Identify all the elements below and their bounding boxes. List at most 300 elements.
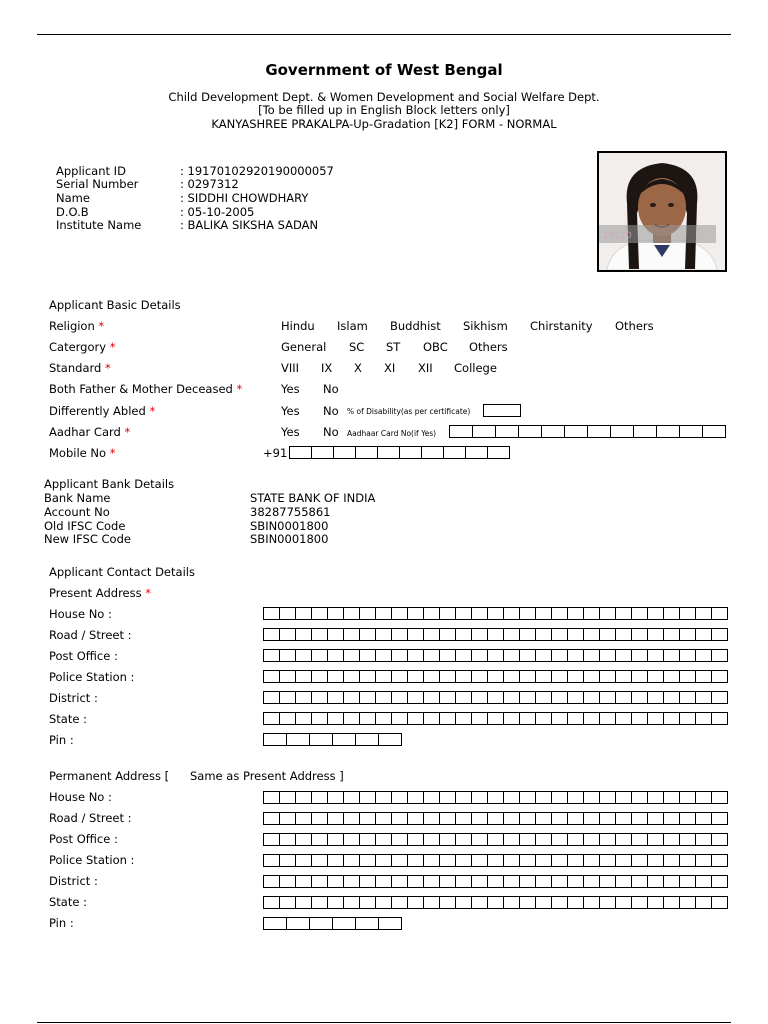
char-box[interactable] [634, 425, 657, 438]
char-box[interactable] [328, 628, 344, 641]
present-post-office-field[interactable] [263, 649, 728, 662]
char-box[interactable] [712, 649, 728, 662]
char-box[interactable] [712, 896, 728, 909]
char-box[interactable] [344, 607, 360, 620]
char-box[interactable] [488, 896, 504, 909]
char-box[interactable] [536, 896, 552, 909]
aadhar-option-no[interactable]: No [323, 425, 339, 439]
char-box[interactable] [648, 896, 664, 909]
char-box[interactable] [472, 649, 488, 662]
char-box[interactable] [472, 691, 488, 704]
char-box[interactable] [296, 670, 312, 683]
char-box[interactable] [488, 875, 504, 888]
char-box[interactable] [424, 691, 440, 704]
char-box[interactable] [379, 917, 402, 930]
char-box[interactable] [408, 691, 424, 704]
abled-option-yes[interactable]: Yes [281, 404, 300, 418]
char-box[interactable] [584, 649, 600, 662]
char-box[interactable] [696, 628, 712, 641]
char-box[interactable] [520, 670, 536, 683]
char-box[interactable] [360, 896, 376, 909]
char-box[interactable] [312, 812, 328, 825]
char-box[interactable] [466, 446, 488, 459]
char-box[interactable] [584, 875, 600, 888]
char-box[interactable] [312, 854, 328, 867]
char-box[interactable] [408, 812, 424, 825]
char-box[interactable] [542, 425, 565, 438]
char-box[interactable] [664, 670, 680, 683]
char-box[interactable] [344, 896, 360, 909]
char-box[interactable] [600, 875, 616, 888]
char-box[interactable] [280, 670, 296, 683]
char-box[interactable] [632, 670, 648, 683]
char-box[interactable] [312, 446, 334, 459]
religion-option-others[interactable]: Others [615, 319, 654, 333]
char-box[interactable] [648, 670, 664, 683]
char-box[interactable] [632, 691, 648, 704]
char-box[interactable] [408, 712, 424, 725]
char-box[interactable] [424, 896, 440, 909]
char-box[interactable] [680, 791, 696, 804]
char-box[interactable] [632, 812, 648, 825]
char-box[interactable] [264, 812, 280, 825]
char-box[interactable] [600, 712, 616, 725]
char-box[interactable] [440, 896, 456, 909]
char-box[interactable] [264, 733, 287, 746]
char-box[interactable] [356, 733, 379, 746]
char-box[interactable] [264, 791, 280, 804]
char-box[interactable] [472, 875, 488, 888]
char-box[interactable] [344, 833, 360, 846]
char-box[interactable] [312, 691, 328, 704]
char-box[interactable] [472, 854, 488, 867]
char-box[interactable] [456, 791, 472, 804]
char-box[interactable] [472, 712, 488, 725]
char-box[interactable] [472, 812, 488, 825]
char-box[interactable] [632, 875, 648, 888]
char-box[interactable] [296, 607, 312, 620]
char-box[interactable] [568, 854, 584, 867]
char-box[interactable] [648, 854, 664, 867]
char-box[interactable] [696, 712, 712, 725]
char-box[interactable] [504, 649, 520, 662]
char-box[interactable] [424, 628, 440, 641]
char-box[interactable] [312, 649, 328, 662]
standard-option-ix[interactable]: IX [321, 361, 333, 375]
char-box[interactable] [472, 670, 488, 683]
char-box[interactable] [696, 875, 712, 888]
char-box[interactable] [264, 628, 280, 641]
char-box[interactable] [328, 670, 344, 683]
permanent-district-field[interactable] [263, 875, 728, 888]
char-box[interactable] [520, 812, 536, 825]
char-box[interactable] [712, 833, 728, 846]
char-box[interactable] [392, 791, 408, 804]
char-box[interactable] [520, 691, 536, 704]
char-box[interactable] [552, 896, 568, 909]
char-box[interactable] [680, 607, 696, 620]
char-box[interactable] [472, 791, 488, 804]
char-box[interactable] [632, 896, 648, 909]
char-box[interactable] [424, 649, 440, 662]
char-box[interactable] [312, 833, 328, 846]
char-box[interactable] [584, 712, 600, 725]
char-box[interactable] [264, 833, 280, 846]
char-box[interactable] [280, 812, 296, 825]
char-box[interactable] [552, 670, 568, 683]
char-box[interactable] [376, 854, 392, 867]
char-box[interactable] [648, 875, 664, 888]
char-box[interactable] [456, 833, 472, 846]
char-box[interactable] [424, 670, 440, 683]
char-box[interactable] [696, 896, 712, 909]
char-box[interactable] [552, 691, 568, 704]
char-box[interactable] [360, 649, 376, 662]
char-box[interactable] [334, 446, 356, 459]
char-box[interactable] [600, 670, 616, 683]
char-box[interactable] [600, 812, 616, 825]
char-box[interactable] [392, 812, 408, 825]
char-box[interactable] [344, 875, 360, 888]
char-box[interactable] [392, 628, 408, 641]
char-box[interactable] [648, 607, 664, 620]
char-box[interactable] [600, 854, 616, 867]
char-box[interactable] [664, 791, 680, 804]
char-box[interactable] [488, 812, 504, 825]
char-box[interactable] [664, 628, 680, 641]
standard-option-x[interactable]: X [354, 361, 362, 375]
char-box[interactable] [424, 712, 440, 725]
char-box[interactable] [472, 896, 488, 909]
char-box[interactable] [568, 875, 584, 888]
char-box[interactable] [376, 875, 392, 888]
standard-option-college[interactable]: College [454, 361, 497, 375]
char-box[interactable] [488, 670, 504, 683]
char-box[interactable] [392, 712, 408, 725]
char-box[interactable] [328, 791, 344, 804]
char-box[interactable] [680, 425, 703, 438]
char-box[interactable] [456, 812, 472, 825]
char-box[interactable] [440, 649, 456, 662]
char-box[interactable] [712, 875, 728, 888]
char-box[interactable] [344, 670, 360, 683]
char-box[interactable] [344, 712, 360, 725]
permanent-post-office-field[interactable] [263, 833, 728, 846]
permanent-state-field[interactable] [263, 896, 728, 909]
char-box[interactable] [680, 712, 696, 725]
char-box[interactable] [632, 712, 648, 725]
char-box[interactable] [488, 791, 504, 804]
char-box[interactable] [496, 425, 519, 438]
char-box[interactable] [312, 896, 328, 909]
char-box[interactable] [568, 628, 584, 641]
char-box[interactable] [552, 607, 568, 620]
char-box[interactable] [632, 854, 648, 867]
char-box[interactable] [456, 628, 472, 641]
char-box[interactable] [600, 791, 616, 804]
char-box[interactable] [519, 425, 542, 438]
char-box[interactable] [712, 607, 728, 620]
category-option-sc[interactable]: SC [349, 340, 365, 354]
char-box[interactable] [296, 712, 312, 725]
char-box[interactable] [280, 628, 296, 641]
char-box[interactable] [290, 446, 312, 459]
char-box[interactable] [296, 833, 312, 846]
char-box[interactable] [504, 670, 520, 683]
char-box[interactable] [504, 833, 520, 846]
char-box[interactable] [568, 649, 584, 662]
char-box[interactable] [328, 649, 344, 662]
char-box[interactable] [376, 670, 392, 683]
char-box[interactable] [552, 833, 568, 846]
char-box[interactable] [408, 833, 424, 846]
char-box[interactable] [312, 670, 328, 683]
aadhar-option-yes[interactable]: Yes [281, 425, 300, 439]
char-box[interactable] [392, 896, 408, 909]
char-box[interactable] [504, 812, 520, 825]
char-box[interactable] [312, 712, 328, 725]
char-box[interactable] [424, 812, 440, 825]
permanent-police-station-field[interactable] [263, 854, 728, 867]
char-box[interactable] [264, 691, 280, 704]
char-box[interactable] [552, 812, 568, 825]
char-box[interactable] [360, 812, 376, 825]
aadhaar-number-field[interactable] [449, 425, 726, 438]
char-box[interactable] [696, 791, 712, 804]
char-box[interactable] [456, 670, 472, 683]
char-box[interactable] [588, 425, 611, 438]
char-box[interactable] [536, 670, 552, 683]
abled-option-no[interactable]: No [323, 404, 339, 418]
char-box[interactable] [648, 649, 664, 662]
present-house-no-field[interactable] [263, 607, 728, 620]
char-box[interactable] [584, 607, 600, 620]
char-box[interactable] [328, 875, 344, 888]
char-box[interactable] [664, 833, 680, 846]
char-box[interactable] [600, 896, 616, 909]
char-box[interactable] [376, 691, 392, 704]
char-box[interactable] [422, 446, 444, 459]
char-box[interactable] [488, 854, 504, 867]
char-box[interactable] [488, 691, 504, 704]
char-box[interactable] [584, 791, 600, 804]
char-box[interactable] [376, 791, 392, 804]
char-box[interactable] [616, 875, 632, 888]
char-box[interactable] [356, 446, 378, 459]
category-option-st[interactable]: ST [386, 340, 401, 354]
char-box[interactable] [664, 896, 680, 909]
char-box[interactable] [344, 628, 360, 641]
same-as-present-option[interactable]: Same as Present Address ] [190, 769, 344, 783]
char-box[interactable] [287, 733, 310, 746]
char-box[interactable] [376, 712, 392, 725]
char-box[interactable] [520, 875, 536, 888]
char-box[interactable] [280, 875, 296, 888]
char-box[interactable] [376, 649, 392, 662]
char-box[interactable] [488, 833, 504, 846]
char-box[interactable] [344, 812, 360, 825]
char-box[interactable] [440, 833, 456, 846]
char-box[interactable] [616, 649, 632, 662]
char-box[interactable] [264, 649, 280, 662]
char-box[interactable] [328, 812, 344, 825]
char-box[interactable] [632, 607, 648, 620]
char-box[interactable] [648, 791, 664, 804]
char-box[interactable] [287, 917, 310, 930]
char-box[interactable] [488, 446, 510, 459]
present-police-station-field[interactable] [263, 670, 728, 683]
char-box[interactable] [696, 854, 712, 867]
present-district-field[interactable] [263, 691, 728, 704]
char-box[interactable] [440, 607, 456, 620]
char-box[interactable] [552, 875, 568, 888]
char-box[interactable] [520, 896, 536, 909]
char-box[interactable] [360, 712, 376, 725]
standard-option-xii[interactable]: XII [418, 361, 433, 375]
char-box[interactable] [344, 691, 360, 704]
char-box[interactable] [456, 649, 472, 662]
char-box[interactable] [520, 628, 536, 641]
char-box[interactable] [392, 833, 408, 846]
char-box[interactable] [600, 649, 616, 662]
char-box[interactable] [408, 628, 424, 641]
char-box[interactable] [536, 854, 552, 867]
char-box[interactable] [312, 875, 328, 888]
char-box[interactable] [264, 854, 280, 867]
char-box[interactable] [444, 446, 466, 459]
char-box[interactable] [376, 628, 392, 641]
char-box[interactable] [280, 607, 296, 620]
char-box[interactable] [296, 812, 312, 825]
char-box[interactable] [333, 733, 356, 746]
char-box[interactable] [392, 691, 408, 704]
char-box[interactable] [680, 875, 696, 888]
char-box[interactable] [568, 833, 584, 846]
char-box[interactable] [664, 649, 680, 662]
char-box[interactable] [333, 917, 356, 930]
char-box[interactable] [280, 712, 296, 725]
char-box[interactable] [328, 896, 344, 909]
char-box[interactable] [408, 607, 424, 620]
char-box[interactable] [664, 607, 680, 620]
char-box[interactable] [648, 833, 664, 846]
char-box[interactable] [456, 712, 472, 725]
char-box[interactable] [408, 854, 424, 867]
char-box[interactable] [648, 712, 664, 725]
char-box[interactable] [488, 649, 504, 662]
char-box[interactable] [712, 812, 728, 825]
category-option-general[interactable]: General [281, 340, 327, 354]
standard-option-xi[interactable]: XI [384, 361, 396, 375]
char-box[interactable] [504, 628, 520, 641]
char-box[interactable] [488, 712, 504, 725]
char-box[interactable] [536, 812, 552, 825]
char-box[interactable] [440, 791, 456, 804]
char-box[interactable] [632, 791, 648, 804]
char-box[interactable] [328, 691, 344, 704]
char-box[interactable] [568, 896, 584, 909]
char-box[interactable] [657, 425, 680, 438]
char-box[interactable] [536, 833, 552, 846]
char-box[interactable] [568, 670, 584, 683]
religion-option-hindu[interactable]: Hindu [281, 319, 315, 333]
char-box[interactable] [472, 833, 488, 846]
char-box[interactable] [310, 733, 333, 746]
char-box[interactable] [568, 712, 584, 725]
char-box[interactable] [568, 691, 584, 704]
char-box[interactable] [296, 628, 312, 641]
char-box[interactable] [424, 833, 440, 846]
char-box[interactable] [600, 607, 616, 620]
char-box[interactable] [680, 670, 696, 683]
char-box[interactable] [392, 649, 408, 662]
char-box[interactable] [504, 607, 520, 620]
char-box[interactable] [552, 791, 568, 804]
char-box[interactable] [584, 833, 600, 846]
char-box[interactable] [616, 607, 632, 620]
char-box[interactable] [280, 649, 296, 662]
char-box[interactable] [360, 691, 376, 704]
char-box[interactable] [664, 875, 680, 888]
char-box[interactable] [440, 712, 456, 725]
char-box[interactable] [440, 854, 456, 867]
char-box[interactable] [680, 649, 696, 662]
char-box[interactable] [584, 896, 600, 909]
char-box[interactable] [280, 833, 296, 846]
religion-option-christianity[interactable]: Chirstanity [530, 319, 593, 333]
present-pin-field[interactable] [263, 733, 402, 746]
char-box[interactable] [712, 712, 728, 725]
char-box[interactable] [472, 628, 488, 641]
char-box[interactable] [264, 607, 280, 620]
char-box[interactable] [680, 628, 696, 641]
char-box[interactable] [584, 854, 600, 867]
char-box[interactable] [440, 670, 456, 683]
char-box[interactable] [312, 791, 328, 804]
char-box[interactable] [568, 812, 584, 825]
char-box[interactable] [488, 628, 504, 641]
char-box[interactable] [552, 649, 568, 662]
char-box[interactable] [712, 854, 728, 867]
char-box[interactable] [552, 854, 568, 867]
char-box[interactable] [584, 812, 600, 825]
char-box[interactable] [376, 833, 392, 846]
char-box[interactable] [565, 425, 588, 438]
char-box[interactable] [424, 875, 440, 888]
char-box[interactable] [648, 691, 664, 704]
char-box[interactable] [696, 670, 712, 683]
category-option-others[interactable]: Others [469, 340, 508, 354]
char-box[interactable] [611, 425, 634, 438]
char-box[interactable] [616, 791, 632, 804]
religion-option-islam[interactable]: Islam [337, 319, 368, 333]
char-box[interactable] [616, 896, 632, 909]
char-box[interactable] [536, 791, 552, 804]
religion-option-buddhist[interactable]: Buddhist [390, 319, 441, 333]
char-box[interactable] [440, 691, 456, 704]
char-box[interactable] [712, 628, 728, 641]
char-box[interactable] [264, 670, 280, 683]
char-box[interactable] [600, 628, 616, 641]
char-box[interactable] [536, 607, 552, 620]
char-box[interactable] [392, 875, 408, 888]
char-box[interactable] [680, 691, 696, 704]
char-box[interactable] [600, 833, 616, 846]
char-box[interactable] [696, 812, 712, 825]
char-box[interactable] [264, 712, 280, 725]
char-box[interactable] [536, 712, 552, 725]
char-box[interactable] [456, 875, 472, 888]
